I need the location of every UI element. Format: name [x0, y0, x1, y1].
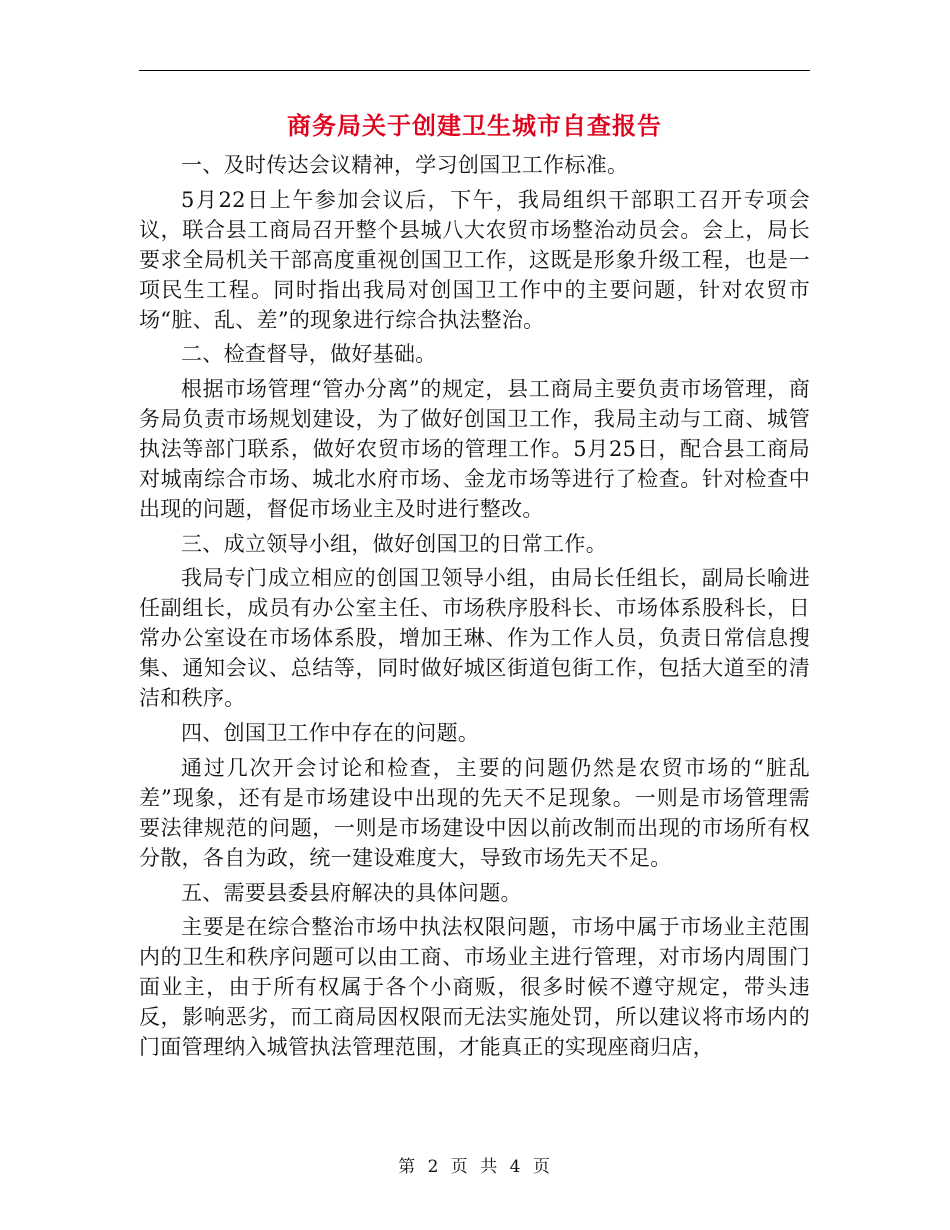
paragraph-5: 主要是在综合整治市场中执法权限问题，市场中属于市场业主范围内的卫生和秩序问题可以由工商、市场业主进行管理，对市场内周围门面业主，由于所有权属于各个小商贩，很多时候不遵守规定，带头违反，影响恶劣，而工商局因权限而无法实施处罚，所以建议将市场内的门面管理纳入城管执法管理范围，才能真正的实现座商归店，: [139, 915, 810, 1060]
paragraph-3: 我局专门成立相应的创国卫领导小组，由局长任组长，副局长喻进任副组长，成员有办公室主任、市场秩序股科长、市场体系股科长，日常办公室设在市场体系股，增加王琳、作为工作人员，负责日常信息搜集、通知会议、总结等，同时做好城区街道包街工作，包括大道至的清洁和秩序。: [139, 566, 810, 711]
section-heading-2: 二、检查督导，做好基础。: [181, 342, 437, 367]
header-rule: [139, 70, 810, 71]
paragraph-1: 5月22日上午参加会议后，下午，我局组织干部职工召开专项会议，联合县工商局召开整个县城八大农贸市场整治动员会。会上，局长要求全局机关干部高度重视创国卫工作，这既是形象升级工程，也是一项民生工程。同时指出我局对创国卫工作中的主要问题，针对农贸市场“脏、乱、差”的现象进行综合执法整治。: [139, 187, 810, 332]
section-heading-4: 四、创国卫工作中存在的问题。: [181, 721, 480, 746]
document-body: [139, 150, 810, 1067]
paragraph-2: 根据市场管理“管办分离”的规定，县工商局主要负责市场管理，商务局负责市场规划建设，为了做好创国卫工作，我局主动与工商、城管执法等部门联系，做好农贸市场的管理工作。5月25日，配合县工商局对城南综合市场、城北水府市场、金龙市场等进行了检查。针对检查中出现的问题，督促市场业主及时进行整改。: [139, 377, 810, 522]
document-title: 商务局关于创建卫生城市自查报告: [287, 112, 662, 140]
section-heading-1: 一、及时传达会议精神，学习创国卫工作标准。: [181, 153, 629, 177]
section-heading-3: 三、成立领导小组，做好创国卫的日常工作。: [181, 531, 607, 556]
page-number-footer: 第 2 页 共 4 页: [398, 1157, 552, 1177]
paragraph-4: 通过几次开会讨论和检查，主要的问题仍然是农贸市场的“脏乱差”现象，还有是市场建设中出现的先天不足现象。一则是市场管理需要法律规范的问题，一则是市场建设中因以前改制而出现的市场所有权分散，各自为政，统一建设难度大，导致市场先天不足。: [139, 755, 810, 870]
section-heading-5: 五、需要县委县府解决的具体问题。: [181, 880, 522, 905]
